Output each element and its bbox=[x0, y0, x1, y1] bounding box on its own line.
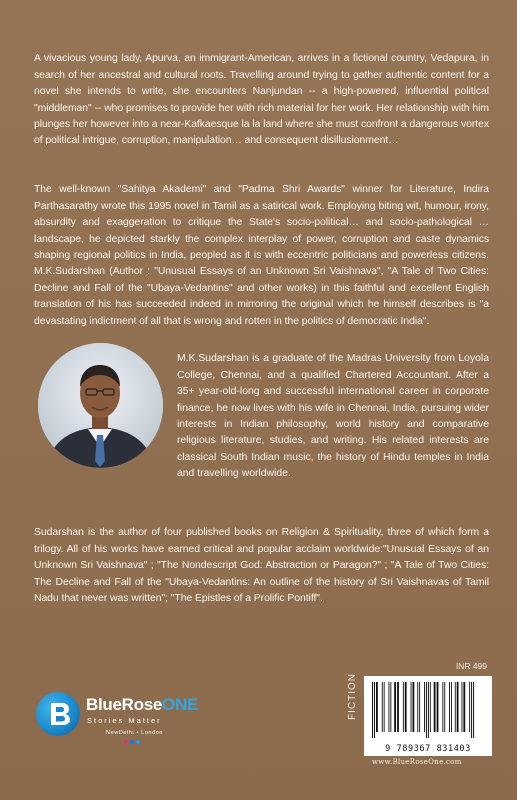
publisher-name bbox=[86, 695, 198, 715]
author-works-paragraph: Sudarshan is the author of four published books on Religion & Spirituality, three of which form a trilogy. All of his works have earned critical and popular acclaim worldwide:"Unusual Essays of an Unknown Sri Vaishnava" ; "The Nondescript God: Abstraction or Paragon?" ; "A Tale of Two Cities: The Decline and Fall of the "Ubaya-Vedantins: An outline of the history of Sri Vaishnavas of Tamil Nadu that never was written"; "The Epistles of a Prolific Pontiff". bbox=[34, 527, 489, 605]
author-bio-text: M.K.Sudarshan is a graduate of the Madras University from Loyola College, Chennai, and a qualified Chartered Accountant. After a 35+ year-old-long and successful international career in corporate finance, he now lives with his wife in Chennai, India, pursuing wider interests in Indian philosophy, world history and comparative religious literature, studies, and writing. His related interests are classical South Indian music, the history of Hindu temples in India and travelling worldwide. bbox=[177, 353, 489, 480]
author-photo bbox=[38, 343, 163, 468]
publisher-name-accent: ONE bbox=[162, 695, 198, 714]
isbn-barcode bbox=[364, 676, 492, 756]
barcode-icon bbox=[364, 676, 492, 742]
facebook-icon bbox=[130, 740, 134, 744]
publisher-website: www.BlueRoseOne.com bbox=[372, 758, 462, 766]
author-bio-section bbox=[34, 339, 489, 493]
social-icons bbox=[124, 740, 140, 744]
bluerose-logo-icon bbox=[36, 692, 80, 736]
instagram-icon bbox=[124, 740, 128, 744]
twitter-icon bbox=[136, 740, 140, 744]
novel-background-paragraph: The well-known "Sahitya Akademi" and "Padma Shri Awards" winner for Literature, Indira Parthasarathy wrote this 1995 novel in Tamil as a satirical work. Employing biting wit, humour, irony, absurdity and exaggeration to critique the State's socio-political… and socio-pathological … landscape, he depicted starkly the complex interplay of power, corruption and caste dynamics shaping regional politics in India, peopled as it is with eccentric politicians and powerless citizens. M.K.Sudarshan (Author : "Unusual Essays of an Unknown Sri Vaishnava", "A Tale of Two Cities: Decline and Fall of the "Ubaya-Vedantins" and other works) in this faithful and excellent English translation of his has succeeded indeed in mirroring the original which he himself describes is "a devastating indictment of all that is wrong and rotten in the politics of democratic India". bbox=[34, 184, 489, 327]
genre-label: FICTION bbox=[347, 673, 358, 720]
author-portrait-icon bbox=[38, 343, 163, 468]
publisher-logo bbox=[36, 692, 236, 752]
publisher-tagline: Stories Matter bbox=[87, 716, 162, 725]
publisher-locations: NewDelhi • London bbox=[106, 730, 164, 736]
publisher-name-primary: BlueRose bbox=[86, 695, 163, 714]
isbn-number: 9 789367 831403 bbox=[385, 744, 471, 754]
synopsis-paragraph: A vivacious young lady, Apurva, an immigrant-American, arrives in a fictional country, Vedapura, in search of her ancestral and cultural roots. Travelling around trying to gather authentic content for a novel she intends to write, she encounters Nanjundan -- a high-powered, influential political "middleman" -- who promises to provide her with rich material for her work. Her relationship with him plunges her however into a near-Kafkaesque la la land where she must confront a dangerous vortex of political intrigue, corruption, manipulation… and consequent disillusionment… bbox=[34, 53, 489, 147]
price-label: INR 499 bbox=[455, 661, 487, 671]
